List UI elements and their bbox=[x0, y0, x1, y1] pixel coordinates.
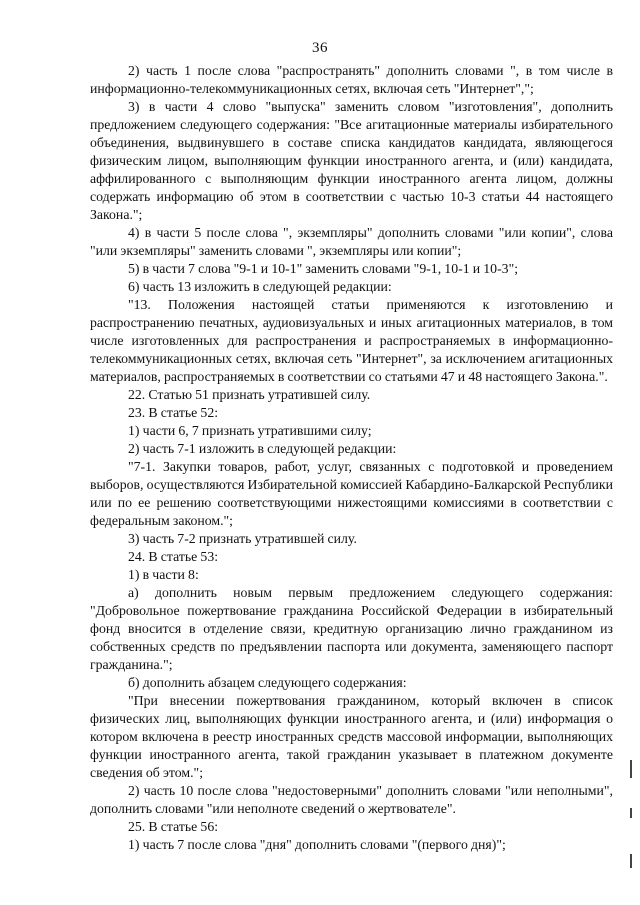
paragraph: 25. В статье 56: bbox=[128, 819, 219, 834]
paragraph: "При внесении пожертвования гражданином, который включен в список физических лиц, выполняющих функции иностранного агента, и (или) информация о котором включена в реестр иностранных средств массовой информации, выполняющих функции иностранного агента, такой гражданин указывает в платежном документе сведения об этом."; bbox=[90, 693, 613, 780]
paragraph: 1) в части 8: bbox=[128, 567, 199, 582]
paragraph: 22. Статью 51 признать утратившей силу. bbox=[128, 387, 371, 402]
paragraph: 3) часть 7-2 признать утратившей силу. bbox=[128, 531, 357, 546]
paragraph: 23. В статье 52: bbox=[128, 405, 219, 420]
scan-mark bbox=[630, 760, 632, 778]
paragraph: 1) часть 7 после слова "дня" дополнить словами "(первого дня)"; bbox=[128, 837, 506, 852]
paragraph: 24. В статье 53: bbox=[128, 549, 219, 564]
paragraph: 4) в части 5 после слова ", экземпляры" дополнить словами "или копии", слова "или экземпляры" заменить словами ", экземпляры или копии"; bbox=[90, 225, 613, 258]
paragraph: б) дополнить абзацем следующего содержания: bbox=[128, 675, 407, 690]
paragraph: 2) часть 7-1 изложить в следующей редакции: bbox=[128, 441, 397, 456]
scan-mark bbox=[630, 808, 632, 818]
paragraph: 2) часть 1 после слова "распространять" дополнить словами ", в том числе в информационно-телекоммуникационных сетях, включая сеть "Интернет","; bbox=[90, 63, 613, 96]
scan-margin-marks bbox=[630, 760, 638, 871]
paragraph: 3) в части 4 слово "выпуска" заменить словом "изготовления", дополнить предложением следующего содержания: "Все агитационные материалы избирательного объединения, выдвинувшего в составе списка кандидатов кандидата, являющегося физическим лицом, выполняющим функции иностранного агента, и (или) кандидата, аффилированного с выполняющим функции иностранного агента лицом, должны содержать информацию об этом в соответствии с частью 10-3 статьи 44 настоящего Закона."; bbox=[90, 99, 613, 222]
paragraph: 6) часть 13 изложить в следующей редакции: bbox=[128, 279, 392, 294]
scan-mark bbox=[630, 854, 632, 868]
paragraph: 2) часть 10 после слова "недостоверными" дополнить словами "или неполными", дополнить словами "или неполноте сведений о жертвователе". bbox=[90, 783, 613, 816]
paragraph: "13. Положения настоящей статьи применяются к изготовлению и распространению печатных, аудиовизуальных и иных агитационных материалов, в том числе изготовленных для распространения и распространяемых в информационно-телекоммуникационных сетях, включая сеть "Интернет", за исключением агитационных материалов, распространяемых в соответствии со статьями 47 и 48 настоящего Закона.". bbox=[90, 297, 613, 384]
paragraph: а) дополнить новым первым предложением следующего содержания: "Добровольное пожертвование гражданина Российской Федерации в избирательный фонд вносится в отделение связи, кредитную организацию лично гражданином из собственных средств по предъявлении паспорта или документа, заменяющего паспорт гражданина."; bbox=[90, 585, 613, 672]
paragraph: 5) в части 7 слова "9-1 и 10-1" заменить словами "9-1, 10-1 и 10-3"; bbox=[128, 261, 519, 276]
document-body bbox=[90, 62, 613, 854]
page-number: 36 bbox=[312, 40, 328, 56]
paragraph: "7-1. Закупки товаров, работ, услуг, связанных с подготовкой и проведением выборов, осуществляются Избирательной комиссией Кабардино-Балкарской Республики или по ее решению соответствующими нижестоящими комиссиями в соответствии с федеральным законом."; bbox=[90, 459, 613, 528]
paragraph: 1) части 6, 7 признать утратившими силу; bbox=[128, 423, 372, 438]
